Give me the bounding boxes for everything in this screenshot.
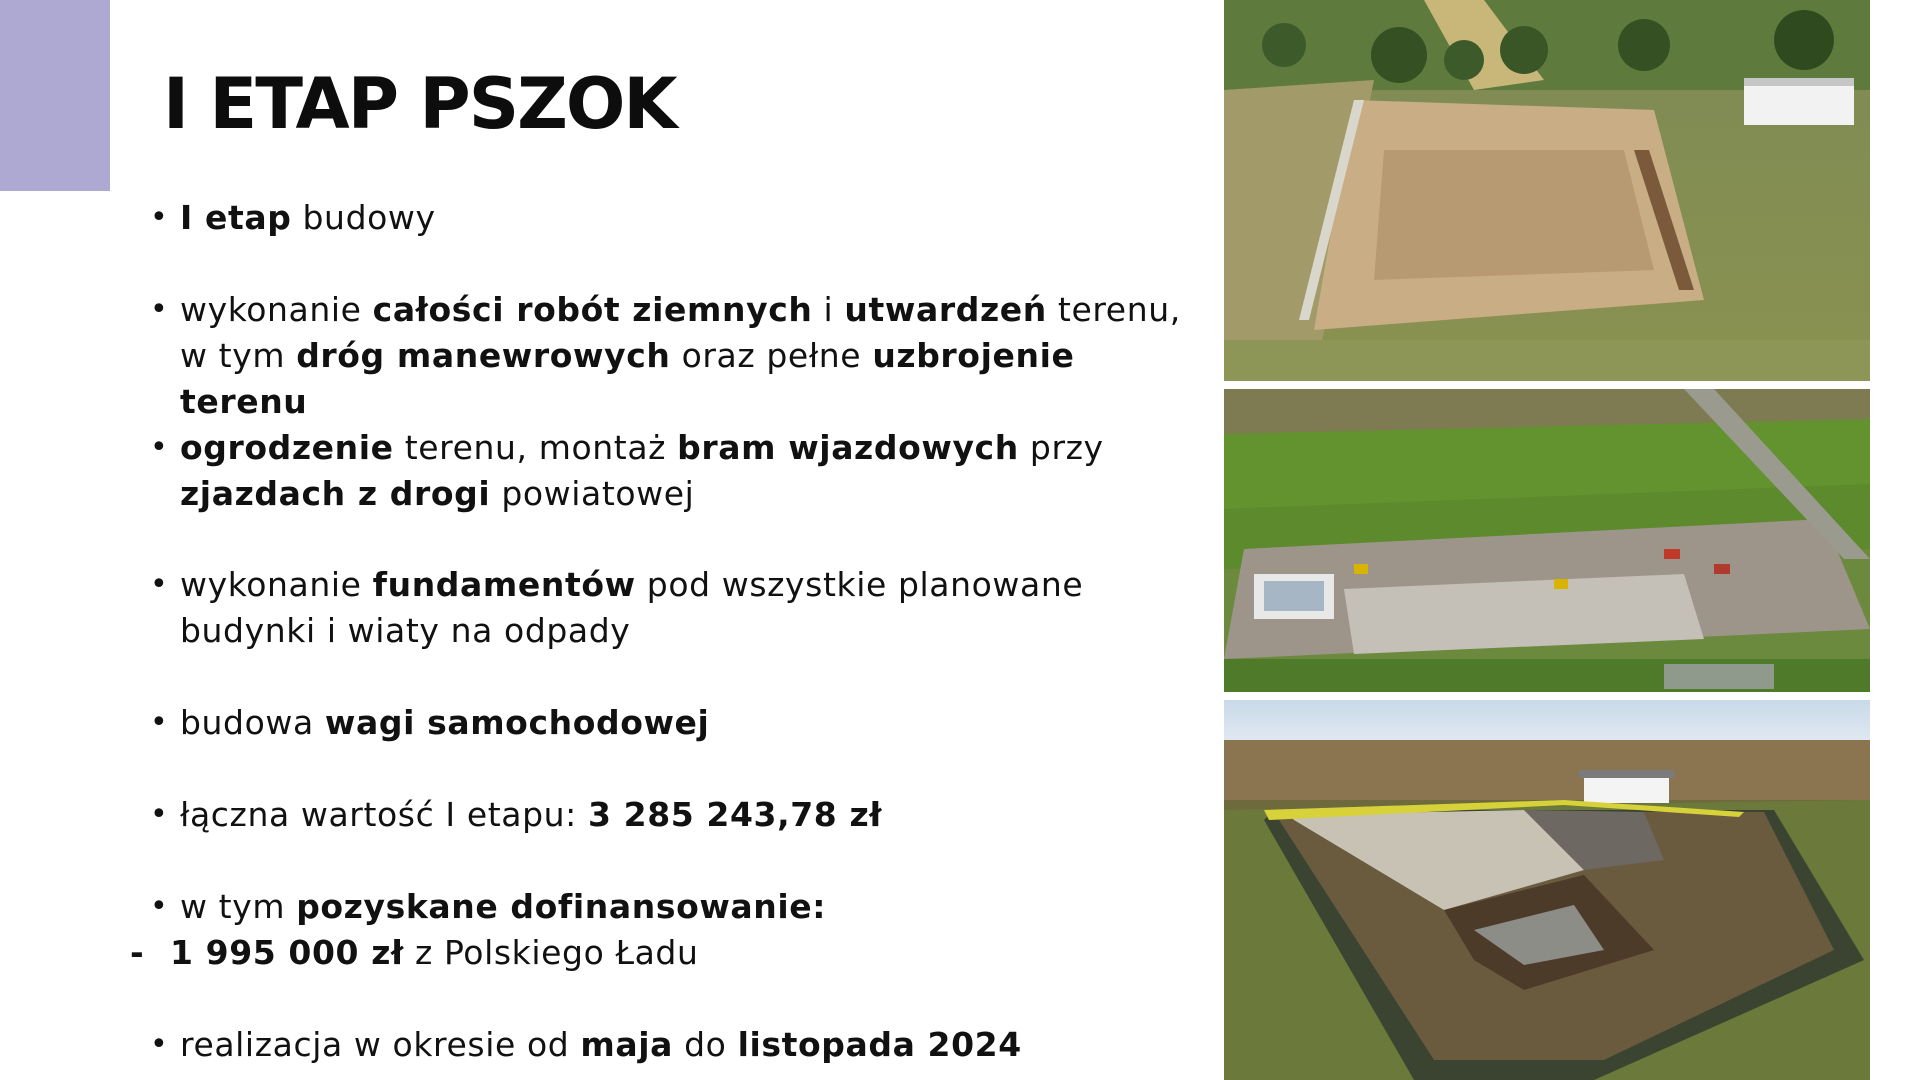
text-run: do	[673, 1025, 738, 1064]
bold-run: dróg manewrowych	[296, 336, 671, 375]
text-run: realizacja w okresie od	[180, 1025, 581, 1064]
text-run: i	[812, 290, 845, 329]
photo-foundations	[1224, 389, 1870, 692]
funding-line	[126, 930, 698, 976]
text-run: wykonanie	[180, 290, 373, 329]
bullet-item	[128, 792, 1208, 838]
bullet-dot: •	[150, 889, 169, 924]
bold-run: fundamentów	[372, 565, 636, 604]
bullet-item	[128, 287, 1208, 425]
bullet-text	[180, 792, 1208, 838]
dash-marker: -	[130, 933, 145, 972]
bold-run: I etap	[180, 198, 292, 237]
bullet-dot: •	[150, 430, 169, 465]
bullet-dot: •	[150, 567, 169, 602]
bullet-dot: •	[150, 292, 169, 327]
bold-run: całości robót ziemnych	[372, 290, 813, 329]
bold-run: utwardzeń	[844, 290, 1047, 329]
text-run: przy	[1018, 428, 1104, 467]
text-run: w tym	[180, 336, 297, 375]
bullet-text	[180, 1022, 1208, 1068]
funding-text	[170, 930, 698, 976]
photo-finished-yard	[1224, 700, 1870, 1080]
bullet-dot: •	[150, 200, 169, 235]
bold-run: listopada 2024	[737, 1025, 1022, 1064]
accent-block	[0, 0, 110, 191]
bullet-item	[128, 425, 1208, 517]
text-run: w tym	[180, 887, 297, 926]
text-run: wykonanie	[180, 565, 373, 604]
bold-run: uzbrojenie terenu	[180, 336, 1075, 421]
bullet-text	[180, 700, 1208, 746]
bullet-text	[180, 195, 1208, 241]
bullet-item	[128, 562, 1208, 654]
bold-run: zjazdach z drogi	[180, 474, 491, 513]
bullet-item	[128, 700, 1208, 746]
bold-run: ogrodzenie	[180, 428, 394, 467]
text-run: powiatowej	[490, 474, 695, 513]
bullet-text	[180, 884, 1208, 930]
bold-run: pozyskane dofinansowanie:	[296, 887, 827, 926]
bullet-text	[180, 562, 1208, 654]
bullet-dot: •	[150, 797, 169, 832]
bullet-item	[128, 1022, 1208, 1068]
bullet-text	[180, 287, 1208, 425]
text-run: z Polskiego Ładu	[403, 933, 699, 972]
bullet-item	[128, 884, 1208, 930]
bullet-item	[128, 195, 1208, 241]
page-title: I ETAP PSZOK	[163, 63, 676, 145]
bold-run: wagi samochodowej	[324, 703, 710, 742]
text-run: terenu,	[1046, 290, 1181, 329]
bold-run: maja	[580, 1025, 674, 1064]
bullet-dot: •	[150, 1027, 169, 1062]
text-run: terenu, montaż	[393, 428, 678, 467]
bold-run: 1 995 000 zł	[170, 933, 404, 972]
text-run: budowa	[180, 703, 325, 742]
text-run: budowy	[291, 198, 436, 237]
bullet-dot: •	[150, 705, 169, 740]
bold-run: bram wjazdowych	[677, 428, 1019, 467]
bold-run: 3 285 243,78 zł	[587, 795, 883, 834]
bullet-text	[180, 425, 1208, 517]
text-run: oraz pełne	[670, 336, 873, 375]
photo-earthworks	[1224, 0, 1870, 381]
text-run: pod wszystkie planowane	[635, 565, 1084, 604]
text-run: budynki i wiaty na odpady	[180, 611, 631, 650]
text-run: łączna wartość I etapu:	[180, 795, 588, 834]
